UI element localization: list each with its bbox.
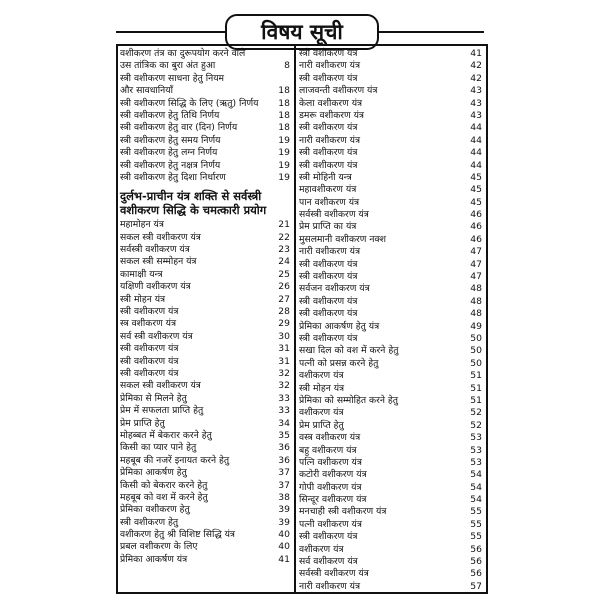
toc-entry-page: 50	[470, 332, 482, 344]
toc-entry	[118, 405, 294, 417]
toc-entry-title: प्रेम प्राप्ति हेतु	[120, 417, 165, 429]
toc-entry	[297, 531, 486, 543]
toc-entry-page: 34	[278, 417, 290, 429]
toc-entry-page: 47	[470, 271, 482, 283]
toc-entry-title: पत्नि वशीकरण यंत्र	[299, 456, 362, 468]
toc-entry-page: 26	[278, 281, 290, 293]
toc-entry-page: 45	[470, 171, 482, 183]
toc-entry-title: स्त्री वशीकरण यंत्र	[299, 295, 358, 307]
toc-entry-page: 40	[278, 529, 290, 541]
toc-entry	[118, 160, 294, 172]
toc-entry-page: 44	[470, 134, 482, 146]
toc-entry	[118, 60, 294, 72]
toc-entry-page: 28	[278, 306, 290, 318]
toc-entry-page: 21	[278, 219, 290, 231]
toc-entry	[118, 504, 294, 516]
toc-entry-title: प्रेमिका आकर्षण यंत्र	[120, 553, 188, 565]
toc-entry-title: स्त्री वशीकरण यंत्र	[299, 72, 358, 84]
toc-entry	[118, 343, 294, 355]
toc-entry	[118, 554, 294, 566]
toc-entry	[118, 135, 294, 147]
toc-entry-title: प्रेम प्राप्ति का यंत्र	[299, 221, 357, 233]
toc-entry-page: 32	[278, 380, 290, 392]
toc-entry-page: 46	[470, 233, 482, 245]
toc-entry-title: स्त्री वशीकरण यंत्र	[299, 332, 358, 344]
toc-entry-title: महबूब को वश में करने हेतु	[120, 491, 208, 503]
toc-entry-title: सर्वस्त्री वशीकरण यंत्र	[299, 209, 369, 221]
toc-entry-page: 36	[278, 442, 290, 454]
toc-entry	[297, 420, 486, 432]
toc-entry-page: 23	[278, 244, 290, 256]
toc-entry	[297, 209, 486, 221]
toc-entry-page: 41	[278, 553, 290, 565]
toc-entry-page: 51	[470, 370, 482, 382]
toc-entry-title: सिन्दूर वशीकरण यंत्र	[299, 494, 367, 506]
toc-entry-page: 30	[278, 330, 290, 342]
toc-entry	[297, 457, 486, 469]
toc-entry-title: मनचाही स्त्री वशीकरण यंत्र	[299, 506, 387, 518]
toc-entry-page: 55	[470, 518, 482, 530]
toc-entry	[118, 467, 294, 479]
toc-entry-title: स्त्री वशीकरण यंत्र	[299, 48, 358, 59]
toc-entry	[297, 85, 486, 97]
toc-entry	[118, 147, 294, 159]
toc-entry	[297, 147, 486, 159]
toc-entry-page: 47	[470, 246, 482, 258]
toc-entry-page: 18	[278, 109, 290, 121]
toc-entry-title: केला वशीकरण यंत्र	[299, 97, 363, 109]
toc-entry	[297, 395, 486, 407]
toc-entry-title: कटोरी वशीकरण यंत्र	[299, 469, 367, 481]
toc-entry-page: 18	[278, 122, 290, 134]
toc-entry	[297, 469, 486, 481]
toc-entry	[118, 480, 294, 492]
toc-entry	[297, 333, 486, 345]
toc-entry-page: 25	[278, 268, 290, 280]
toc-entry-title: नारी वशीकरण यंत्र	[299, 60, 361, 72]
toc-entry-page: 53	[470, 456, 482, 468]
toc-entry-title: महामोहन यंत्र	[120, 219, 164, 231]
toc-entry-title: महावशीकरण यंत्र	[299, 184, 357, 196]
toc-entry-page: 43	[470, 109, 482, 121]
toc-entry	[297, 383, 486, 395]
toc-entry	[118, 529, 294, 541]
toc-entry-title: नारी वशीकरण यंत्र	[299, 134, 361, 146]
page-title: विषय सूची	[225, 14, 379, 50]
toc-entry	[297, 445, 486, 457]
toc-entry-title: पत्नी को प्रसन्न करने हेतु	[299, 357, 379, 369]
toc-entry-title: वशीकरण यंत्र	[299, 407, 344, 419]
toc-entry-title: प्रेम प्राप्ति हेतु	[299, 419, 344, 431]
toc-entry-page: 35	[278, 429, 290, 441]
toc-entry-title: और सावधानियाँ	[120, 85, 173, 97]
toc-entry-page: 42	[470, 60, 482, 72]
toc-entry-page: 19	[278, 147, 290, 159]
toc-entry-title: स्त्री वशीकरण हेतु लग्न निर्णय	[120, 147, 218, 159]
toc-entry-title: डमरू वशीकरण यंत्र	[299, 109, 364, 121]
toc-entry-page: 53	[470, 432, 482, 444]
toc-right-column	[297, 48, 486, 593]
toc-entry-page: 48	[470, 283, 482, 295]
toc-entry-title: स्त्री वशीकरण हेतु तिथि निर्णय	[120, 109, 220, 121]
toc-entry	[118, 269, 294, 281]
toc-entry-page: 53	[470, 444, 482, 456]
toc-entry-title: वशीकरण तंत्र का दुरूपयोग करने वाले	[120, 48, 246, 59]
toc-entry-title: वस्त्र वशीकरण यंत्र	[299, 432, 361, 444]
toc-entry-title: स्त्री वशीकरण हेतु नक्षत्र निर्णय	[120, 159, 221, 171]
toc-entry-title: स्त्री मोहन यंत्र	[299, 382, 345, 394]
toc-entry-page: 56	[470, 568, 482, 580]
toc-entry-page: 39	[278, 516, 290, 528]
toc-entry	[297, 568, 486, 580]
toc-entry	[297, 184, 486, 196]
toc-entry	[118, 244, 294, 256]
toc-entry-page: 51	[470, 394, 482, 406]
toc-entry	[297, 221, 486, 233]
toc-entry-title: स्त्री वशीकरण यंत्र	[299, 258, 358, 270]
toc-entry	[297, 407, 486, 419]
toc-entry-title: स्त्री वशीकरण यंत्र	[299, 531, 358, 543]
toc-entry-title: प्रेमिका को सम्मोहित करने हेतु	[299, 394, 399, 406]
toc-entry-page: 32	[278, 367, 290, 379]
toc-entry-title: प्रेमिका वशीकरण हेतु	[120, 504, 190, 516]
toc-entry-title: सर्वस्त्री वशीकरण यंत्र	[299, 568, 369, 580]
toc-entry-title: स्त्री वशीकरण यंत्र	[120, 367, 179, 379]
toc-entry	[297, 321, 486, 333]
toc-entry	[297, 581, 486, 593]
toc-entry-title: पान वशीकरण यंत्र	[299, 196, 360, 208]
toc-entry	[118, 294, 294, 306]
toc-entry	[118, 219, 294, 231]
toc-entry-page: 29	[278, 318, 290, 330]
toc-entry-title: वशीकरण यंत्र	[299, 370, 344, 382]
toc-entry-page: 46	[470, 221, 482, 233]
toc-entry-title: सर्व वशीकरण यंत्र	[299, 556, 358, 568]
toc-entry	[118, 418, 294, 430]
toc-entry-page: 19	[278, 159, 290, 171]
toc-entry-page: 43	[470, 85, 482, 97]
toc-entry-page: 18	[278, 85, 290, 97]
toc-entry-title: उस तांत्रिक का बुरा अंत हुआ	[120, 60, 216, 72]
toc-entry-page: 46	[470, 209, 482, 221]
toc-entry-page: 22	[278, 231, 290, 243]
toc-entry	[118, 455, 294, 467]
toc-entry	[118, 172, 294, 184]
toc-entry	[118, 281, 294, 293]
toc-entry	[297, 519, 486, 531]
toc-entry-page: 56	[470, 556, 482, 568]
toc-entry	[118, 517, 294, 529]
toc-entry	[118, 442, 294, 454]
toc-entry	[297, 506, 486, 518]
toc-entry-page: 48	[470, 295, 482, 307]
toc-entry	[297, 197, 486, 209]
toc-entry-title: स्त्री मोहन यंत्र	[120, 293, 166, 305]
toc-entry-title: प्रेम में सफलता प्राप्ति हेतु	[120, 405, 204, 417]
toc-entry-page: 19	[278, 134, 290, 146]
toc-entry	[297, 259, 486, 271]
toc-entry-title: पत्नी वशीकरण यंत्र	[299, 518, 362, 530]
toc-entry	[297, 370, 486, 382]
toc-entry	[297, 345, 486, 357]
toc-entry-page: 31	[278, 355, 290, 367]
toc-entry-page: 18	[278, 97, 290, 109]
toc-entry-title: मोहब्बत में बेकरार करने हेतु	[120, 429, 212, 441]
toc-entry	[297, 283, 486, 295]
toc-entry	[297, 98, 486, 110]
toc-left-top-list	[118, 48, 294, 184]
toc-entry-title: नारी वशीकरण यंत्र	[299, 580, 361, 592]
toc-entry-title: कामाक्षी यन्त्र	[120, 268, 163, 280]
toc-entry	[118, 122, 294, 134]
toc-right-list	[297, 48, 486, 593]
column-divider	[294, 44, 296, 594]
toc-entry-page: 57	[470, 580, 482, 592]
toc-entry-page: 24	[278, 256, 290, 268]
toc-entry-page: 44	[470, 147, 482, 159]
toc-entry-title: स्त्री वशीकरण हेतु दिशा निर्धारण	[120, 171, 226, 183]
toc-entry	[297, 544, 486, 556]
toc-entry	[118, 256, 294, 268]
toc-entry-title: स्त्री वशीकरण यंत्र	[299, 271, 358, 283]
toc-entry-title: स्त्री वशीकरण यंत्र	[299, 122, 358, 134]
toc-entry-title: प्रेमिका से मिलने हेतु	[120, 392, 187, 404]
toc-entry-page: 31	[278, 343, 290, 355]
toc-entry-page: 49	[470, 320, 482, 332]
toc-entry-page: 52	[470, 407, 482, 419]
toc-entry-title: गोपी वशीकरण यंत्र	[299, 481, 362, 493]
toc-entry-page: 27	[278, 293, 290, 305]
toc-entry-title: स्त्री वशीकरण यंत्र	[120, 343, 179, 355]
toc-entry-title: स्त्री वशीकरण यंत्र	[299, 147, 358, 159]
toc-entry-title: यक्षिणी वशीकरण यंत्र	[120, 281, 191, 293]
toc-entry-title: लाजवन्ती वशीकरण यंत्र	[299, 85, 378, 97]
toc-entry	[118, 318, 294, 330]
toc-entry	[297, 246, 486, 258]
toc-entry-title: स्त्री वशीकरण यंत्र	[299, 159, 358, 171]
toc-entry	[118, 85, 294, 97]
toc-entry-title: वशीकरण हेतु श्री विशिष्ट सिद्धि यंत्र	[120, 529, 235, 541]
toc-entry-title: प्रबल वशीकरण के लिए	[120, 541, 198, 553]
toc-entry-title: सर्व स्त्री वशीकरण यंत्र	[120, 330, 193, 342]
toc-entry	[118, 110, 294, 122]
toc-entry-title: प्रेमिका आकर्षण हेतु यंत्र	[299, 320, 380, 332]
toc-entry-title: प्रेमिका आकर्षण हेतु	[120, 467, 187, 479]
toc-left-column	[118, 48, 294, 566]
toc-entry	[118, 48, 294, 60]
toc-entry-page: 43	[470, 97, 482, 109]
toc-entry-page: 54	[470, 494, 482, 506]
toc-entry	[297, 271, 486, 283]
toc-entry	[118, 492, 294, 504]
toc-entry-page: 8	[284, 60, 290, 72]
toc-entry-page: 36	[278, 454, 290, 466]
toc-entry-title: वशीकरण यंत्र	[299, 543, 344, 555]
toc-entry-title: नारी वशीकरण यंत्र	[299, 246, 361, 258]
toc-entry	[297, 296, 486, 308]
toc-entry	[297, 48, 486, 60]
toc-entry	[297, 110, 486, 122]
toc-entry	[297, 234, 486, 246]
toc-entry-page: 40	[278, 541, 290, 553]
toc-entry	[118, 331, 294, 343]
toc-entry	[297, 135, 486, 147]
toc-entry-page: 54	[470, 469, 482, 481]
toc-entry-page: 37	[278, 479, 290, 491]
toc-entry-title: स्त्री मोहिनी यन्त्र	[299, 171, 352, 183]
toc-entry	[118, 380, 294, 392]
toc-entry-page: 47	[470, 258, 482, 270]
toc-entry	[118, 73, 294, 85]
toc-entry	[297, 494, 486, 506]
toc-entry	[118, 541, 294, 553]
toc-entry-page: 41	[470, 48, 482, 59]
toc-entry-title: स्त्री वशीकरण यंत्र	[120, 306, 179, 318]
section-heading-line-1: दुर्लभ-प्राचीन यंत्र शक्ति से सर्वस्त्री	[120, 189, 262, 204]
toc-entry	[118, 430, 294, 442]
toc-entry-page: 50	[470, 345, 482, 357]
toc-entry-page: 56	[470, 543, 482, 555]
toc-entry	[297, 482, 486, 494]
toc-entry-page: 52	[470, 419, 482, 431]
toc-entry-page: 54	[470, 481, 482, 493]
toc-entry-title: सकल स्त्री सम्मोहन यंत्र	[120, 256, 197, 268]
toc-entry-title: स्त्री वशीकरण हेतु	[120, 516, 179, 528]
toc-entry-title: किसी का प्यार पाने हेतु	[120, 442, 197, 454]
toc-entry	[118, 368, 294, 380]
toc-entry	[297, 308, 486, 320]
toc-entry-title: बहु वशीकरण यंत्र	[299, 444, 357, 456]
toc-entry	[118, 306, 294, 318]
toc-entry-title: स्त्र वशीकरण यंत्र	[120, 318, 177, 330]
toc-entry-page: 33	[278, 392, 290, 404]
toc-entry	[297, 160, 486, 172]
toc-entry-title: सखा दिल को वश में करने हेतु	[299, 345, 399, 357]
toc-entry-page: 39	[278, 504, 290, 516]
toc-entry-page: 51	[470, 382, 482, 394]
toc-entry-title: महबूब की नजरें इनायत करने हेतु	[120, 454, 230, 466]
toc-entry-title: स्त्री वशीकरण हेतु वार (दिन) निर्णय	[120, 122, 238, 134]
toc-entry-page: 38	[278, 491, 290, 503]
toc-entry-page: 33	[278, 405, 290, 417]
toc-entry-page: 44	[470, 159, 482, 171]
toc-entry-page: 44	[470, 122, 482, 134]
toc-entry-title: स्त्री वशीकरण साधना हेतु नियम	[120, 72, 225, 84]
toc-entry-title: सर्वस्त्री वशीकरण यंत्र	[120, 244, 190, 256]
toc-entry-title: किसी को बेकरार करने हेतु	[120, 479, 208, 491]
toc-entry-page: 19	[278, 171, 290, 183]
toc-entry	[297, 122, 486, 134]
toc-entry	[118, 232, 294, 244]
toc-entry	[118, 98, 294, 110]
toc-entry-page: 55	[470, 506, 482, 518]
toc-entry	[297, 556, 486, 568]
toc-entry	[297, 172, 486, 184]
toc-entry-title: स्त्री वशीकरण यंत्र	[299, 308, 358, 320]
toc-entry-title: स्त्री वशीकरण यंत्र	[120, 355, 179, 367]
toc-entry	[297, 358, 486, 370]
toc-entry-title: सर्वजन वशीकरण यंत्र	[299, 283, 370, 295]
toc-entry-title: स्त्री वशीकरण हेतु समय निर्णय	[120, 134, 221, 146]
toc-entry	[297, 60, 486, 72]
section-heading-line-2: वशीकरण सिद्धि के चमत्कारी प्रयोग	[120, 203, 267, 218]
toc-entry-page: 50	[470, 357, 482, 369]
toc-left-bottom-list	[118, 219, 294, 566]
toc-entry	[297, 432, 486, 444]
toc-entry	[118, 356, 294, 368]
toc-entry	[118, 393, 294, 405]
section-heading	[118, 189, 294, 219]
toc-entry-page: 42	[470, 72, 482, 84]
toc-entry-title: स्त्री वशीकरण सिद्धि के लिए (ऋतु) निर्णय	[120, 97, 259, 109]
toc-entry-page: 37	[278, 467, 290, 479]
toc-entry-title: सकल स्त्री वशीकरण यंत्र	[120, 380, 201, 392]
toc-entry-page: 45	[470, 184, 482, 196]
toc-entry-title: मुसलमानी वशीकरण नक्श	[299, 233, 387, 245]
toc-entry-page: 48	[470, 308, 482, 320]
toc-entry-page: 45	[470, 196, 482, 208]
toc-entry	[297, 73, 486, 85]
toc-entry-title: सकल स्त्री वशीकरण यंत्र	[120, 231, 201, 243]
toc-entry-page: 55	[470, 531, 482, 543]
